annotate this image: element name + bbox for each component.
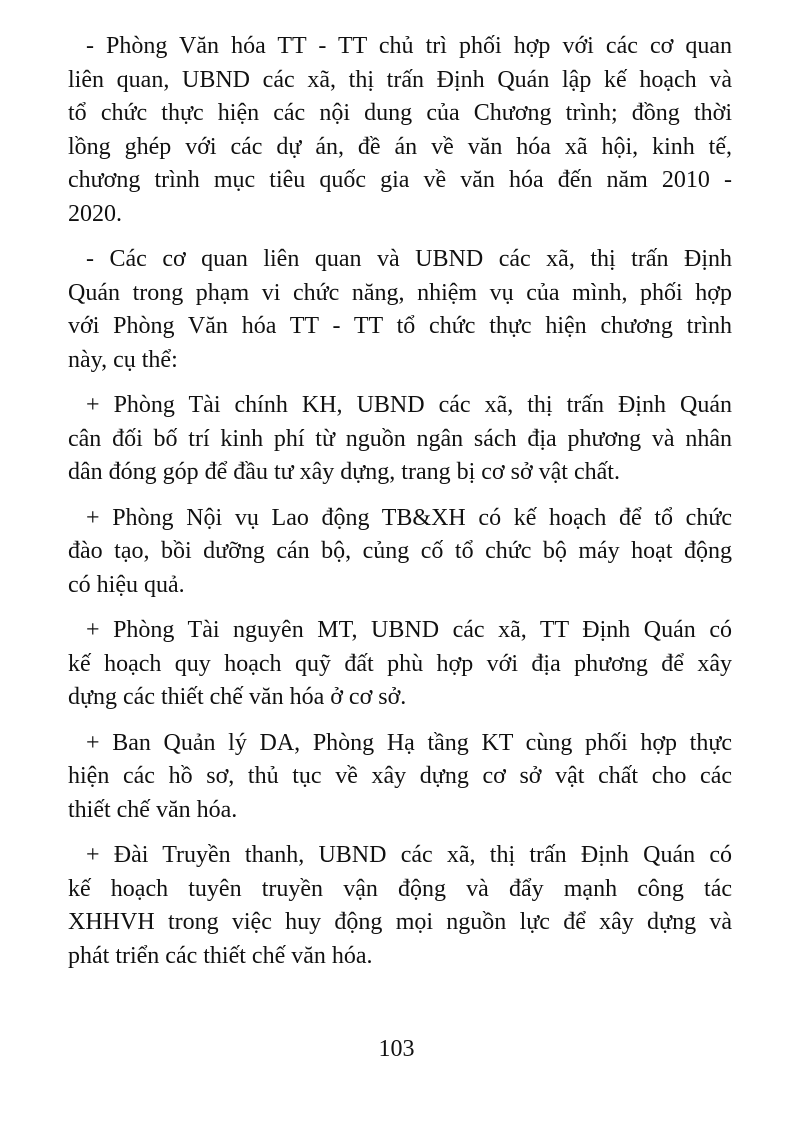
text-line: phát triển các thiết chế văn hóa. xyxy=(68,942,373,969)
text-line: đào tạo, bồi dưỡng cán bộ, củng cố tổ chức bộ máy hoạt động xyxy=(68,538,732,564)
text-line: + Đài Truyền thanh, UBND các xã, thị trấn Định Quán có xyxy=(86,842,732,868)
text-line: thiết chế văn hóa. xyxy=(68,796,238,823)
text-line: + Phòng Nội vụ Lao động TB&XH có kế hoạch để tổ chức xyxy=(86,504,732,531)
text-line: XHHVH trong việc huy động mọi nguồn lực để xây dựng và xyxy=(68,909,732,935)
page-number: 103 xyxy=(378,1036,415,1062)
text-line: kế hoạch tuyên truyền vận động và đẩy mạnh công tác xyxy=(68,875,732,902)
text-line: chương trình mục tiêu quốc gia về văn hóa đến năm 2010 - xyxy=(68,167,732,193)
text-line: dân đóng góp để đầu tư xây dựng, trang bị cơ sở vật chất. xyxy=(68,459,620,485)
text-line: này, cụ thể: xyxy=(68,346,178,373)
paragraph xyxy=(68,243,732,377)
text-line: 2020. xyxy=(68,200,122,227)
text-line: có hiệu quả. xyxy=(68,571,185,598)
page-body xyxy=(68,30,732,985)
text-line: - Phòng Văn hóa TT - TT chủ trì phối hợp với các cơ quan xyxy=(86,33,732,59)
text-line: - Các cơ quan liên quan và UBND các xã, thị trấn Định xyxy=(86,246,732,272)
text-line: dựng các thiết chế văn hóa ở cơ sở. xyxy=(68,684,407,710)
text-line: kế hoạch quy hoạch quỹ đất phù hợp với địa phương để xây xyxy=(68,650,732,677)
text-line: + Phòng Tài chính KH, UBND các xã, thị trấn Định Quán xyxy=(86,392,732,418)
paragraph xyxy=(68,30,732,231)
text-line: hiện các hồ sơ, thủ tục về xây dựng cơ sở vật chất cho các xyxy=(68,763,732,789)
text-line: với Phòng Văn hóa TT - TT tổ chức thực hiện chương trình xyxy=(68,313,732,339)
paragraph xyxy=(68,502,732,603)
paragraph xyxy=(68,389,732,490)
paragraph xyxy=(68,727,732,828)
text-line: + Phòng Tài nguyên MT, UBND các xã, TT Định Quán có xyxy=(86,617,732,643)
text-line: Quán trong phạm vi chức năng, nhiệm vụ của mình, phối hợp xyxy=(68,279,732,306)
text-line: lồng ghép với các dự án, đề án về văn hóa xã hội, kinh tế, xyxy=(68,133,732,160)
paragraph xyxy=(68,839,732,973)
text-line: liên quan, UBND các xã, thị trấn Định Quán lập kế hoạch và xyxy=(68,66,732,93)
paragraph xyxy=(68,614,732,715)
text-line: cân đối bố trí kinh phí từ nguồn ngân sách địa phương và nhân xyxy=(68,425,732,452)
text-line: tổ chức thực hiện các nội dung của Chương trình; đồng thời xyxy=(68,100,732,126)
text-line: + Ban Quản lý DA, Phòng Hạ tầng KT cùng phối hợp thực xyxy=(86,729,732,756)
